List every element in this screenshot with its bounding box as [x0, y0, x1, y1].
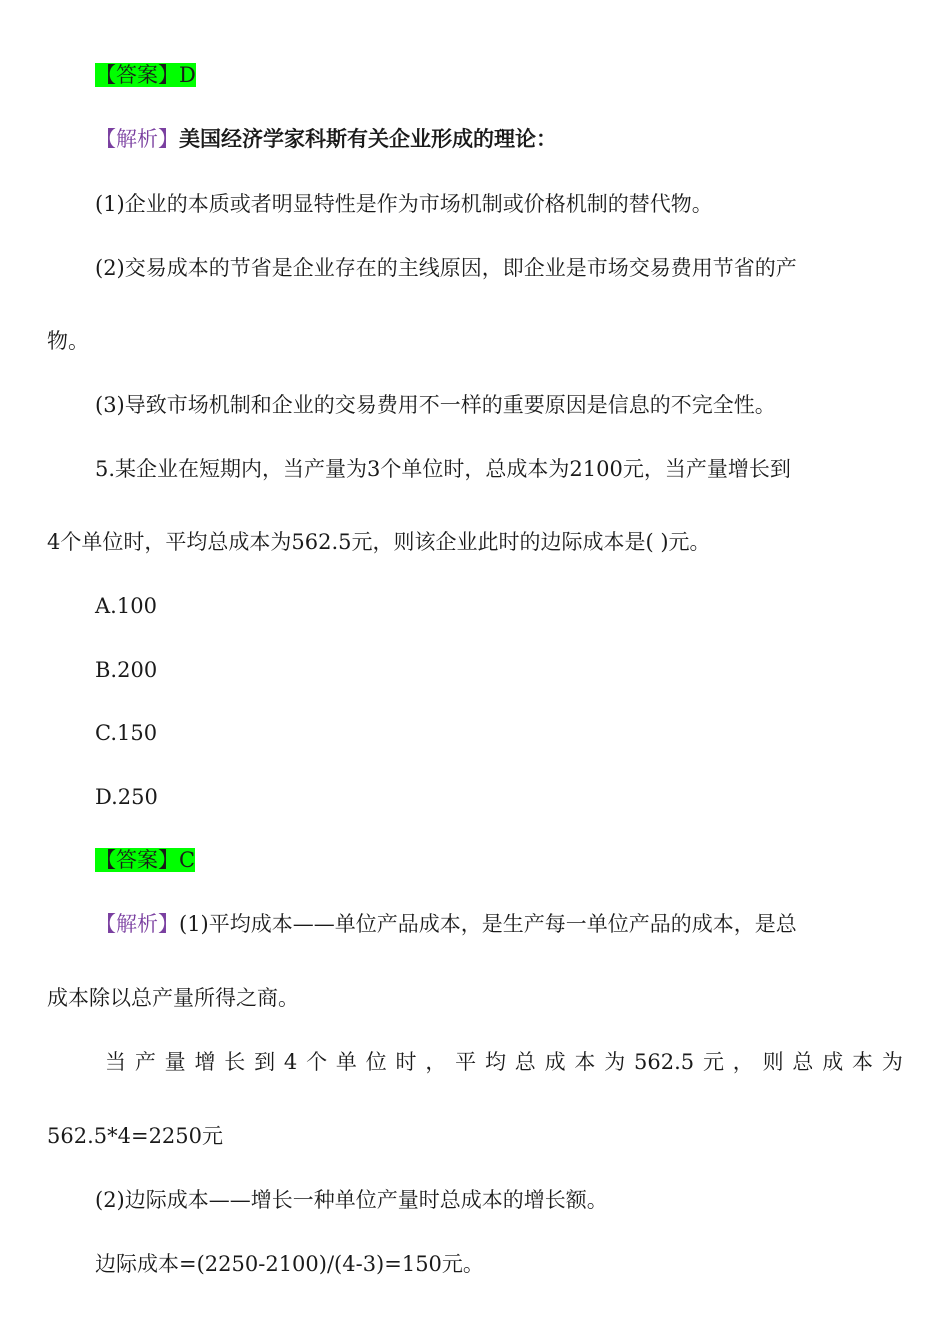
answer-label: 【答案】 [95, 63, 179, 87]
justified-token: 为 [881, 1050, 903, 1074]
justified-token: 总 [514, 1050, 536, 1074]
justified-token: 总 [792, 1050, 814, 1074]
analysis-point-2-line1: (2)交易成本的节省是企业存在的主线原因，即企业是市场交易费用节省的产 [95, 256, 797, 280]
justified-token: 成 [544, 1050, 566, 1074]
justified-token: 量 [164, 1050, 186, 1074]
justified-token: 562.5 [634, 1050, 695, 1074]
justified-token: 到 [254, 1050, 276, 1074]
justified-token: ， [425, 1050, 447, 1074]
analysis-2-line1 [95, 909, 797, 939]
answer-line-1 [95, 60, 196, 90]
justified-token: 本 [852, 1050, 873, 1074]
answer-line-2 [95, 845, 195, 875]
justified-token: 单 [335, 1050, 357, 1074]
answer-label: 【答案】 [95, 848, 179, 872]
justified-token: 产 [134, 1050, 156, 1074]
justified-token: 均 [484, 1050, 506, 1074]
option-d: D.250 [95, 785, 158, 809]
justified-token: 成 [822, 1050, 844, 1074]
justified-token: 当 [105, 1050, 126, 1074]
analysis-label: 【解析】 [95, 127, 179, 151]
question-5-line2: 4个单位时，平均总成本为562.5元，则该企业此时的边际成本是( )元。 [47, 530, 711, 554]
justified-token: 时 [395, 1050, 417, 1074]
answer-value: D [179, 63, 196, 87]
analysis-point-1: (1)企业的本质或者明显特性是作为市场机制或价格机制的替代物。 [95, 192, 713, 216]
justified-token: 长 [224, 1050, 246, 1074]
option-c: C.150 [95, 721, 158, 745]
justified-token: 个 [306, 1050, 328, 1074]
justified-token: ， [732, 1050, 754, 1074]
question-5-line1: 5.某企业在短期内，当产量为3个单位时，总成本为2100元，当产量增长到 [95, 457, 791, 481]
answer-value: C [179, 848, 196, 872]
option-a: A.100 [95, 594, 157, 618]
option-b: B.200 [95, 658, 158, 682]
justified-token: 位 [365, 1050, 387, 1074]
analysis-2-justified-line [105, 1047, 903, 1077]
analysis-2-line2: 成本除以总产量所得之商。 [47, 986, 299, 1010]
justified-token: 元 [702, 1050, 724, 1074]
analysis-label: 【解析】 [95, 912, 179, 936]
justified-token: 平 [455, 1050, 477, 1074]
answer-highlight-2 [95, 848, 195, 872]
justified-token: 本 [574, 1050, 596, 1074]
analysis-2-total-cost: 562.5*4=2250元 [47, 1124, 224, 1148]
justified-token: 增 [194, 1050, 216, 1074]
justified-token: 为 [604, 1050, 626, 1074]
analysis-point-2-line2: 物。 [47, 329, 89, 353]
analysis-2-point-2: (2)边际成本——增长一种单位产量时总成本的增长额。 [95, 1188, 608, 1212]
justified-token: 4 [283, 1050, 298, 1074]
analysis-2-point-1: (1)平均成本——单位产品成本，是生产每一单位产品的成本，是总 [179, 912, 797, 936]
analysis-title-line [95, 124, 557, 154]
answer-highlight-1 [95, 63, 196, 87]
analysis-2-formula: 边际成本=(2250-2100)/(4-3)=150元。 [95, 1252, 484, 1276]
analysis-point-3: (3)导致市场机制和企业的交易费用不一样的重要原因是信息的不完全性。 [95, 393, 776, 417]
justified-token: 则 [762, 1050, 784, 1074]
analysis-title: 美国经济学家科斯有关企业形成的理论： [179, 126, 557, 151]
